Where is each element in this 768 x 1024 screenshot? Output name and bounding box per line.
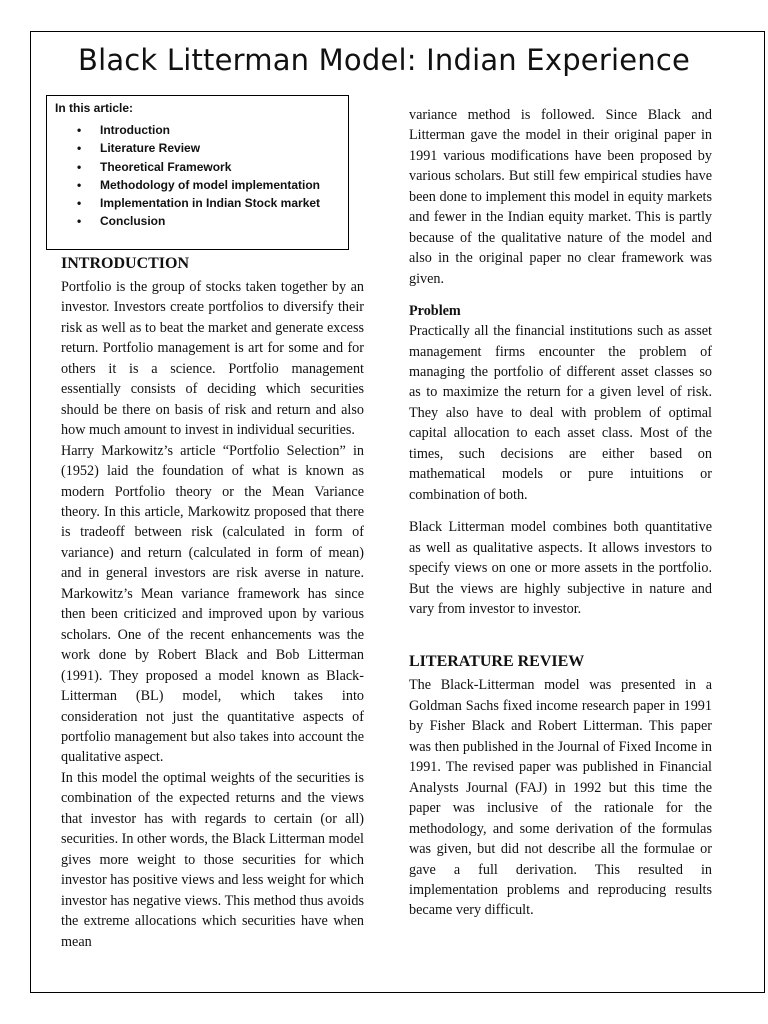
toc-heading: In this article: (55, 101, 134, 115)
toc-item-label: Theoretical Framework (100, 159, 232, 174)
problem-paragraph-2: Black Litterman model combines both quantitative as well as qualitative aspects. It allows investors to specify views on one or more assets in the portfolio. But the views are highly subjective in nature and vary from investor to investor. (409, 519, 712, 617)
toc-item-label: Literature Review (100, 141, 201, 156)
literature-review-paragraph-1: The Black-Litterman model was presented in a Goldman Sachs fixed income research paper in 1991 by Fisher Black and Robert Litterman. This paper was then published in the Journal of Fixed Income in 1991. The revised paper was published in Financial Analysts Journal (FAJ) in 1992 but this time the paper was inclusive of the rationale for the methodology, and some derivation of the formulas was given, but did not describe all the formulae or gave a full derivation. This resulted in implementation problems and reproducing results became very difficult. (409, 677, 712, 919)
bullet-icon: • (77, 214, 82, 229)
introduction-paragraph-1: Portfolio is the group of stocks taken together by an investor. Investors create portfolios to diversify their risk as well as to beat the market and generate excess return. Portfolio management is art for some and for others it is a science. Portfolio management essentially consists of deciding which securities should be there on basis of risk and return and also how much amount to invest in individual securities. (61, 279, 364, 439)
toc-item-label: Implementation in Indian Stock market (100, 196, 321, 211)
bullet-icon: • (77, 141, 82, 156)
table-of-contents (46, 95, 349, 250)
bullet-icon: • (77, 159, 82, 174)
literature-review-heading: LITERATURE REVIEW (409, 653, 585, 671)
introduction-paragraph-3: In this model the optimal weights of the securities is combination of the expected returns and the views that investor has with regards to certain (or all) securities. In other words, the Black Litterman model gives more weight to those securities for which investor has positive views and less weight for which investor has negative views. This method thus avoids the extreme allocations which securities have when mean (61, 769, 364, 950)
problem-paragraph-1: Practically all the financial institutions such as asset management firms encounter the problem of managing the portfolio of different asset classes so as to maximize the return for a given level of risk. They also have to deal with problem of optimal capital allocation to each asset class. Most of the times, such decisions are either based on mathematical models or pure intuitions or combination of both. (409, 323, 712, 503)
right-column (409, 105, 712, 921)
toc-item-label: Methodology of model implementation (100, 177, 320, 192)
toc-item-theoretical-framework (55, 158, 340, 176)
introduction-continuation: variance method is followed. Since Black and Litterman gave the model in their original paper in 1991 various modifications have been proposed by various scholars. But still few empirical studies have been done to implement this model in equity markets and fewer in the Indian equity market. This is partly because of the qualitative nature of the model and also in the original paper no clear framework was given. (409, 107, 712, 287)
toc-item-conclusion (55, 212, 340, 230)
toc-item-introduction (55, 121, 340, 139)
toc-list (55, 121, 340, 231)
toc-item-methodology (55, 176, 340, 194)
toc-item-label: Introduction (100, 123, 170, 137)
bullet-icon: • (77, 177, 82, 192)
toc-item-implementation (55, 194, 340, 212)
toc-item-label: Conclusion (100, 214, 166, 229)
introduction-heading: INTRODUCTION (61, 255, 190, 272)
bullet-icon: • (77, 123, 82, 137)
left-column (61, 254, 364, 952)
problem-heading: Problem (409, 303, 461, 320)
introduction-paragraph-2: Harry Markowitz’s article “Portfolio Selection” in (1952) laid the foundation of what is known as modern Portfolio theory or the Mean Variance theory. In this article, Markowitz proposed that there is tradeoff between risk (calculated in form of variance) and return (calculated in form of mean) and in general investors are risk averse in nature. Markowitz’s Mean variance framework has since then been criticized and improved upon by various scholars. One of the recent enhancements was the work done by Robert Black and Bob Litterman (1991). They proposed a model known as Black-Litterman (BL) model, which takes into consideration not just the quantitative aspects of portfolio management but also takes into account the qualitative aspect. (61, 442, 364, 766)
toc-item-literature-review (55, 139, 340, 157)
bullet-icon: • (77, 196, 82, 211)
page-title: Black Litterman Model: Indian Experience (77, 43, 691, 77)
